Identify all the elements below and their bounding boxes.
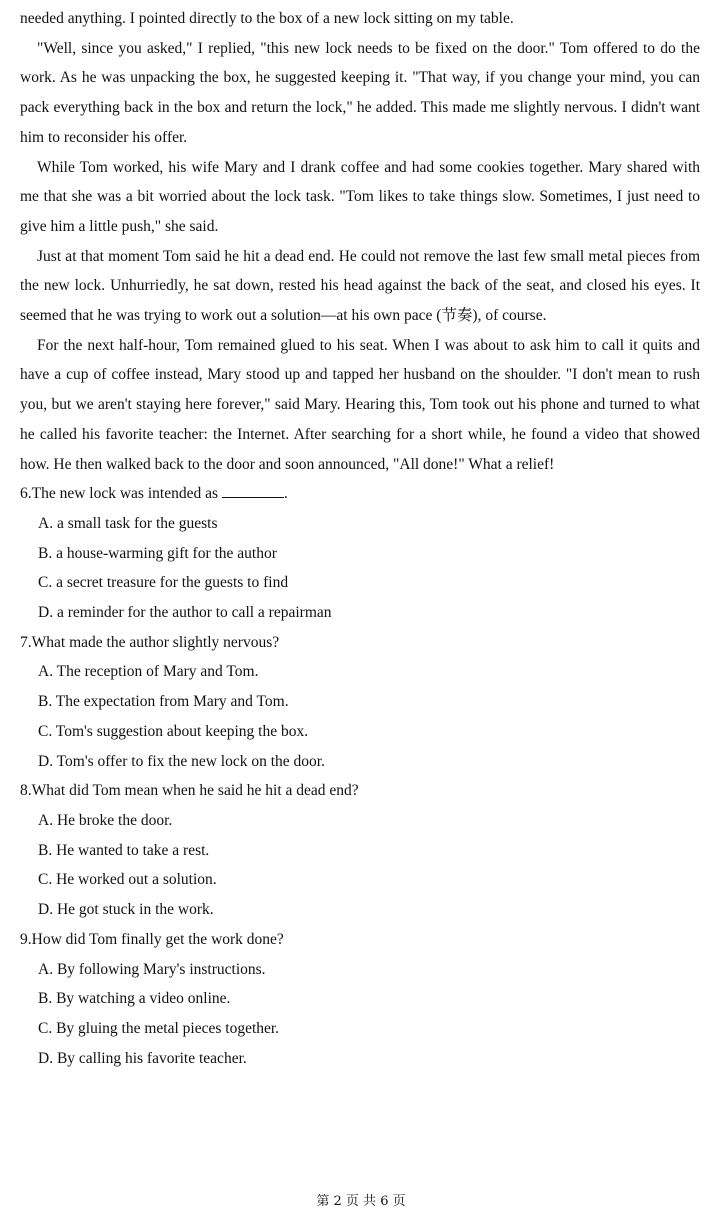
option-d: D. Tom's offer to fix the new lock on the door. [38, 752, 325, 770]
option-d: D. By calling his favorite teacher. [38, 1049, 247, 1067]
option-c: C. By gluing the metal pieces together. [38, 1019, 280, 1037]
option-c: C. He worked out a solution. [38, 871, 217, 889]
passage-paragraph-0: needed anything. I pointed directly to the box of a new lock sitting on my table. [20, 10, 514, 27]
option-b: B. a house-warming gift for the author [38, 544, 277, 562]
option-d: D. He got stuck in the work. [38, 901, 214, 919]
passage-paragraph-1: "Well, since you asked," I replied, "this new lock needs to be fixed on the door." Tom offered to do the work. As he was unpacking the box, he suggested keeping it. "That way, if you change your mind, you can pack everything back in the box and return the lock," he added. This made me slightly nervous. I didn't want him to reconsider his offer. [20, 39, 700, 146]
option-c: C. Tom's suggestion about keeping the box. [38, 722, 309, 740]
option-b: B. He wanted to take a rest. [38, 841, 210, 859]
page-number-footer: 第 2 页 共 6 页 [316, 1194, 406, 1209]
question-8 [20, 776, 700, 925]
option-c: C. a secret treasure for the guests to find [38, 574, 289, 592]
option-b: B. The expectation from Mary and Tom. [38, 693, 289, 711]
option-d: D. a reminder for the author to call a repairman [38, 604, 332, 622]
option-a: A. The reception of Mary and Tom. [38, 663, 259, 681]
passage-paragraph-3: Just at that moment Tom said he hit a dead end. He could not remove the last few small metal pieces from the new lock. Unhurriedly, he sat down, rested his head against the back of the seat, and closed his eyes. It seemed that he was trying to work out a solution—at his own pace (节奏), of course. [20, 247, 700, 325]
option-a: A. He broke the door. [38, 811, 173, 829]
question-stem-end: . [283, 485, 288, 503]
question-stem: 8.What did Tom mean when he said he hit a dead end? [20, 782, 359, 800]
answer-blank [222, 483, 284, 498]
passage-paragraph-4: For the next half-hour, Tom remained glued to his seat. When I was about to ask him to call it quits and have a cup of coffee instead, Mary stood up and tapped her husband on the shoulder. "I don't mean to rush you, but we aren't staying here forever," said Mary. Hearing this, Tom took out his phone and turned to what he called his favorite teacher: the Internet. After searching for a short while, he found a video that showed how. He then walked back to the door and soon announced, "All done!" What a relief! [20, 336, 700, 473]
option-a: A. a small task for the guests [38, 514, 218, 532]
question-stem-text: 6.The new lock was intended as [20, 485, 222, 503]
option-a: A. By following Mary's instructions. [38, 960, 266, 978]
question-6 [20, 479, 700, 628]
question-stem [20, 479, 700, 509]
question-stem: 7.What made the author slightly nervous? [20, 633, 280, 651]
question-stem: 9.How did Tom finally get the work done? [20, 930, 284, 948]
passage-paragraph-2: While Tom worked, his wife Mary and I drank coffee and had some cookies together. Mary shared with me that she was a bit worried about the lock task. "Tom likes to take things slow. Sometimes, I just need to give him a little push," she said. [20, 158, 700, 235]
document-page [20, 4, 700, 1073]
option-b: B. By watching a video online. [38, 990, 231, 1008]
question-9 [20, 925, 700, 1074]
question-7 [20, 628, 700, 777]
